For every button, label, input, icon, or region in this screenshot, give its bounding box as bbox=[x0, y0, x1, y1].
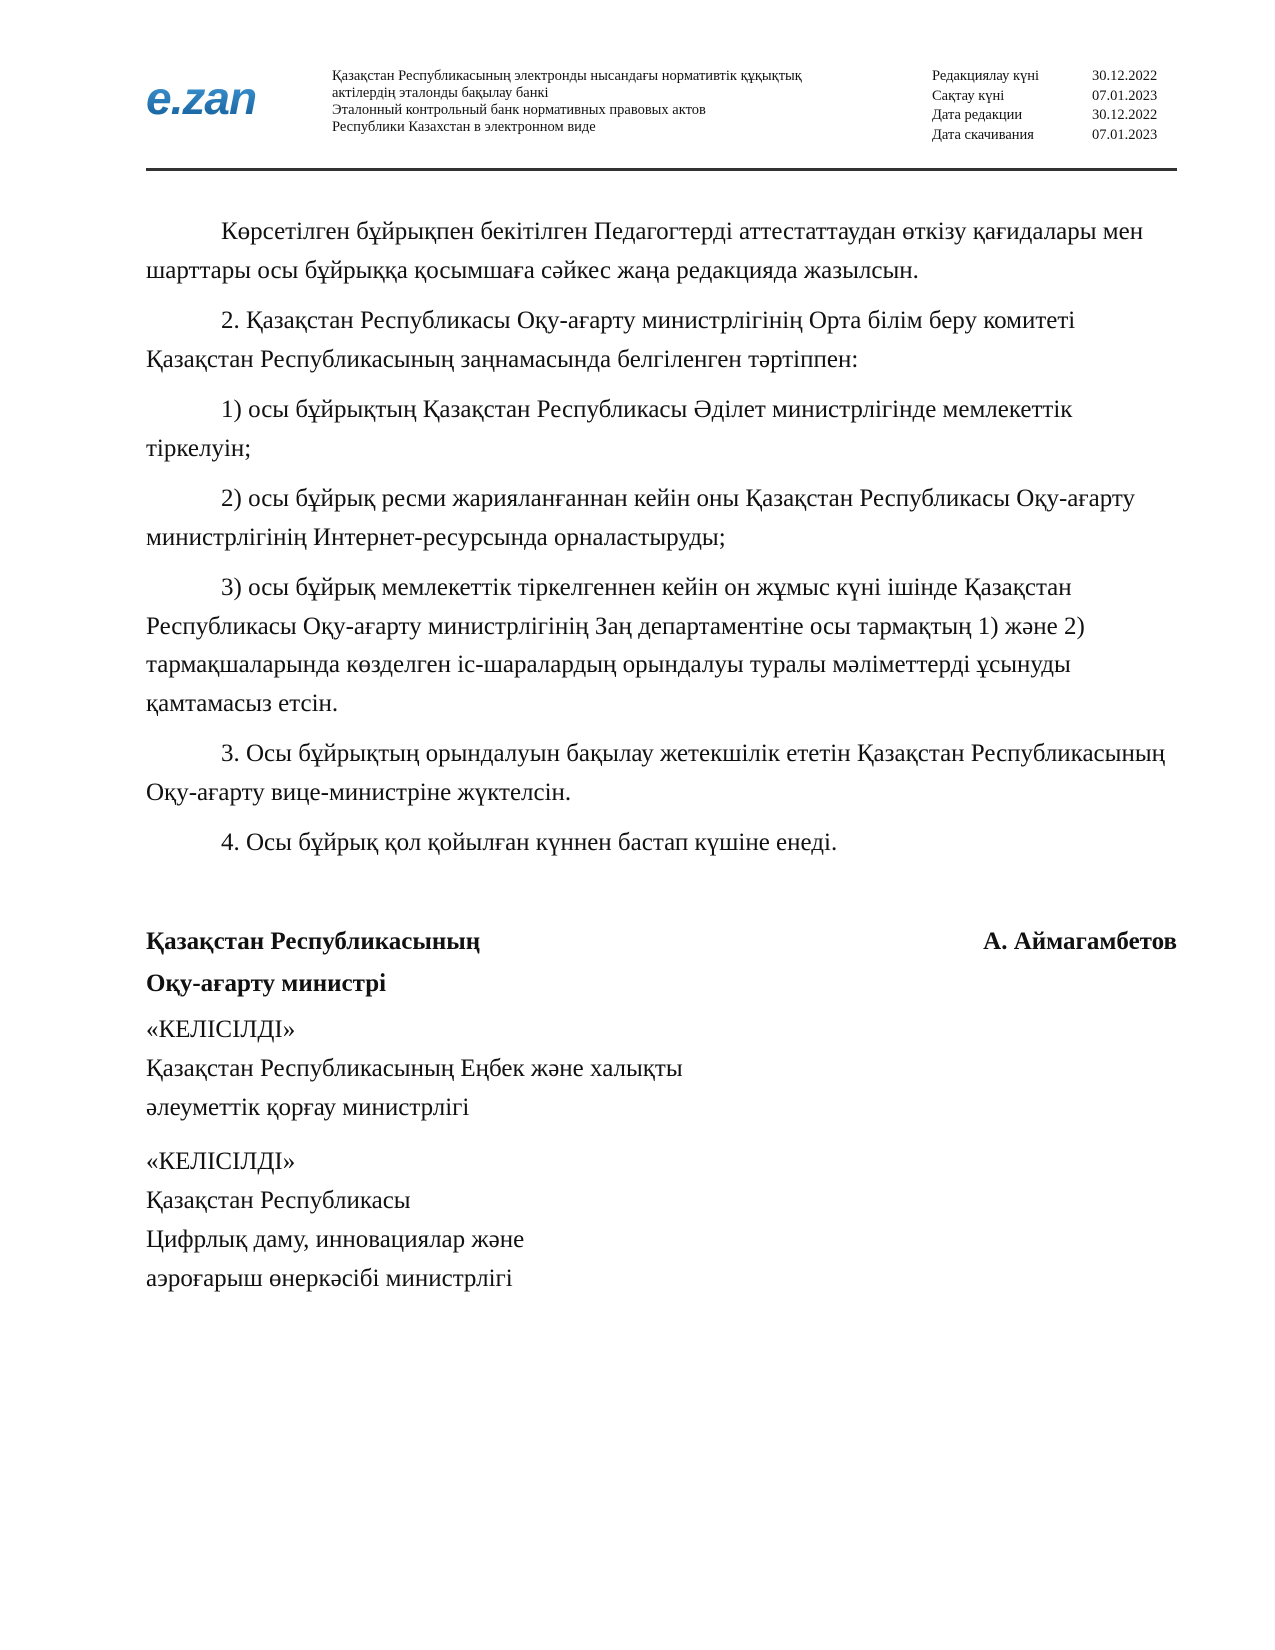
body-paragraph: 3. Осы бұйрықтың орындалуын бақылау жетекшілік ететін Қазақстан Республикасының Оқу-ағарту вице-министріне жүктелсін. bbox=[146, 740, 1165, 806]
meta-label: Дата скачивания bbox=[932, 126, 1034, 143]
meta-label: Дата редакции bbox=[932, 107, 1023, 123]
header-title-line: актілердің эталонды бақылау банкі bbox=[332, 85, 549, 101]
meta-row bbox=[932, 87, 1176, 107]
meta-row bbox=[932, 106, 1176, 126]
document-header bbox=[146, 62, 1176, 166]
body-paragraph: 2. Қазақстан Республикасы Оқу-ағарту министрлігінің Орта білім беру комитеті Қазақстан Республикасының заңнамасында белгіленген тәртіппен: bbox=[146, 307, 1076, 373]
body-paragraph: 2) осы бұйрық ресми жарияланғаннан кейін оны Қазақстан Республикасы Оқу-ағарту министрлігінің Интернет-ресурсында орналастыруды; bbox=[146, 485, 1136, 551]
approval-heading: «КЕЛІСІЛДІ» bbox=[146, 1148, 296, 1175]
header-title-line: Республики Казахстан в электронном виде bbox=[332, 119, 596, 135]
logo-text: e.zan bbox=[146, 76, 257, 122]
header-title-line: Эталонный контрольный банк нормативных правовых актов bbox=[332, 102, 706, 118]
header-divider bbox=[146, 168, 1177, 171]
meta-value: 07.01.2023 bbox=[1092, 87, 1158, 104]
approval-line: Қазақстан Республикасының Еңбек және халықты bbox=[146, 1055, 683, 1082]
body-paragraph: 4. Осы бұйрық қол қойылған күннен бастап күшіне енеді. bbox=[221, 829, 838, 856]
approval-line: Цифрлық даму, инновациялар және bbox=[146, 1226, 525, 1253]
signature-row bbox=[146, 921, 1177, 963]
meta-value: 30.12.2022 bbox=[1092, 68, 1158, 84]
header-title-block bbox=[332, 68, 892, 136]
body-paragraph: 1) осы бұйрықтың Қазақстан Республикасы Әділет министрлігінде мемлекеттік тіркелуін; bbox=[146, 396, 1073, 462]
ezan-logo bbox=[146, 76, 296, 122]
header-title-line: Қазақстан Республикасының электронды нысандағы нормативтік құқықтық bbox=[332, 68, 802, 84]
signatory-position: Оқу-ағарту министрі bbox=[146, 970, 387, 997]
document-body bbox=[146, 213, 1177, 875]
body-paragraph: Көрсетілген бұйрықпен бекітілген Педагогтерді аттестаттаудан өткізу қағидалары мен шарттары осы бұйрыққа қосымшаға сәйкес жаңа редакцияда жазылсын. bbox=[146, 218, 1144, 284]
approval-line: әлеуметтік қорғау министрлігі bbox=[146, 1094, 470, 1121]
signature-block bbox=[146, 921, 1177, 1005]
approval-block bbox=[146, 1142, 846, 1298]
meta-value: 30.12.2022 bbox=[1092, 107, 1158, 123]
meta-label: Сақтау күні bbox=[932, 87, 1005, 104]
meta-label: Редакциялау күні bbox=[932, 68, 1040, 84]
signatory-name: А. Аймагамбетов bbox=[983, 928, 1177, 955]
approval-block bbox=[146, 1010, 846, 1127]
meta-value: 07.01.2023 bbox=[1092, 126, 1158, 143]
header-meta-table bbox=[932, 67, 1176, 145]
approval-line: Қазақстан Республикасы bbox=[146, 1187, 411, 1214]
approval-line: аэроғарыш өнеркәсібі министрлігі bbox=[146, 1265, 513, 1292]
meta-row bbox=[932, 126, 1176, 146]
body-paragraph: 3) осы бұйрық мемлекеттік тіркелгеннен кейін он жұмыс күні ішінде Қазақстан Республикасы Оқу-ағарту министрлігінің Заң департаментіне осы тармақтың 1) және 2) тармақшаларында көзделген іс-шаралардың орындалуы туралы мәліметтерді ұсынуды қамтамасыз етсін. bbox=[146, 574, 1085, 717]
approval-heading: «КЕЛІСІЛДІ» bbox=[146, 1016, 296, 1043]
signatory-position: Қазақстан Республикасының bbox=[146, 928, 481, 955]
meta-row bbox=[932, 67, 1176, 87]
